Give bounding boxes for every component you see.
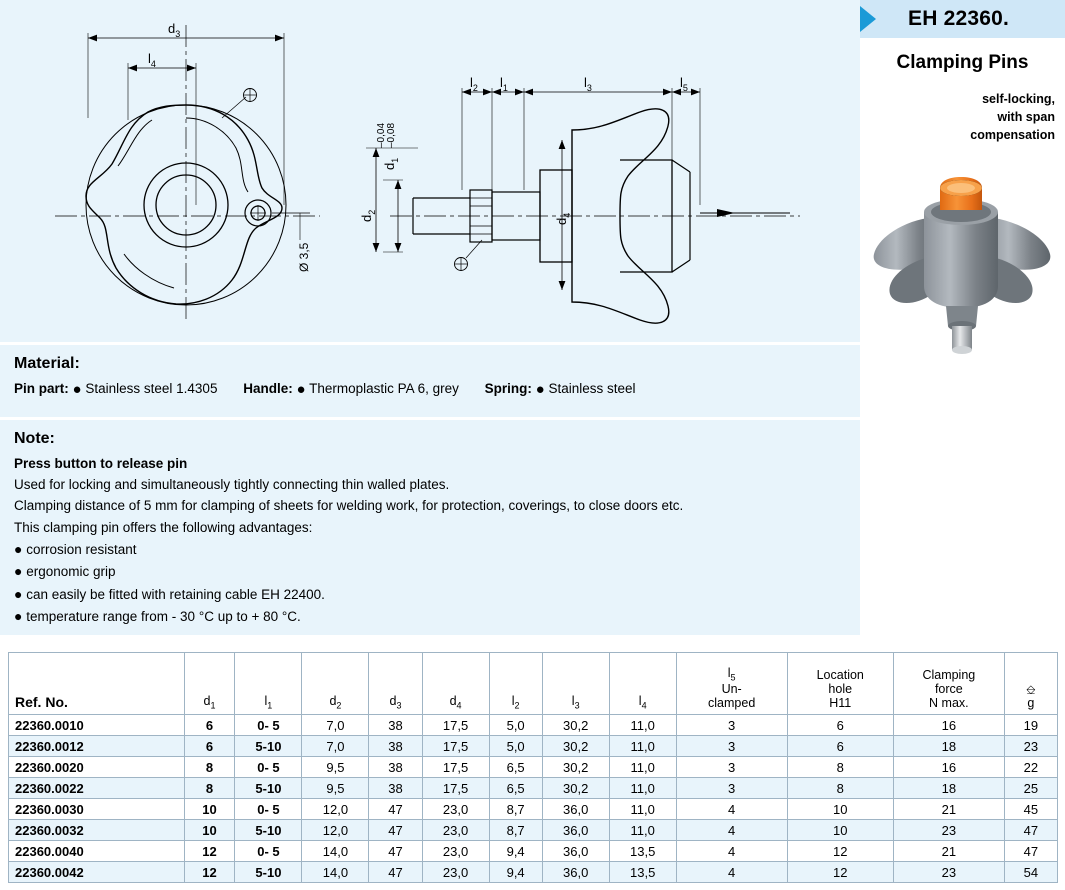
cell-ref: 22360.0042 [9,862,185,883]
cell-l2: 5,0 [489,715,542,736]
arrow-icon [860,6,876,32]
product-photo-wrap [860,166,1065,356]
col-header-d4: $d_4$ [422,653,489,715]
product-title-bar [860,0,1065,38]
cell-ref: 22360.0022 [9,778,185,799]
cell-d1: 8 [184,778,235,799]
col-header-l3: $l_3$ [542,653,609,715]
note-bullet-1-text: corrosion resistant [26,541,137,557]
dim-label-d1-tol-upper: –0,04 [376,122,387,148]
cell-d2: 7,0 [302,736,369,757]
table-row[interactable] [9,841,1058,862]
cell-d2: 9,5 [302,757,369,778]
cell-l1: 0- 5 [235,715,302,736]
cell-l1: 5-10 [235,736,302,757]
note-bullet-3-text: can easily be fitted with retaining cable EH 22400. [26,586,325,602]
cell-l2: 8,7 [489,820,542,841]
col-header-clamp-line3: N max. [929,696,969,710]
cell-l3: 30,2 [542,736,609,757]
cell-l4: 11,0 [609,757,676,778]
cell-d3: 38 [369,736,422,757]
cell-weight: 47 [1004,841,1057,862]
material-heading: Material: [14,355,80,372]
tagline-line-3: compensation [970,128,1055,143]
cell-weight: 23 [1004,736,1057,757]
cell-l3: 30,2 [542,757,609,778]
col-header-clamp-line1: Clamping [922,668,976,682]
cell-l2: 6,5 [489,778,542,799]
dim-label-d4: $d_4$ [554,212,572,225]
table-row[interactable] [9,736,1058,757]
cell-d1: 10 [184,820,235,841]
note-bullet-1 [14,538,846,560]
material-value-handle: Thermoplastic PA 6, grey [309,381,459,396]
table-header-row [9,653,1058,715]
col-header-clamp-line2: force [934,682,963,696]
material-panel [0,345,860,420]
cell-d4: 23,0 [422,862,489,883]
dim-label-l3: $l_3$ [584,75,592,93]
table-row[interactable] [9,820,1058,841]
cell-weight: 47 [1004,820,1057,841]
cell-l3: 36,0 [542,820,609,841]
dim-label-l4: $l_4$ [148,51,156,69]
cell-l1: 5-10 [235,778,302,799]
weight-icon: ⎒ [1026,683,1036,697]
material-items [14,381,846,397]
cell-clamping-force: 23 [893,862,1004,883]
cell-l3: 30,2 [542,778,609,799]
col-header-d1: $d_1$ [184,653,235,715]
cell-l4: 11,0 [609,820,676,841]
note-heading: Note: [14,430,55,447]
cell-d2: 9,5 [302,778,369,799]
dim-label-d3: $d_3$ [168,21,181,39]
cell-location-hole: 6 [787,736,893,757]
material-item-handle [243,381,459,397]
cell-l1: 5-10 [235,862,302,883]
col-header-l1: $l_1$ [235,653,302,715]
cell-d2: 7,0 [302,715,369,736]
material-value-spring: Stainless steel [548,381,636,396]
cell-ref: 22360.0032 [9,820,185,841]
cell-l5: 3 [676,778,787,799]
cell-l5: 3 [676,715,787,736]
col-header-loc-line2: hole [828,682,853,696]
cell-d4: 23,0 [422,841,489,862]
technical-drawing [0,0,860,345]
cell-d2: 12,0 [302,799,369,820]
material-value-pin: Stainless steel 1.4305 [85,381,218,396]
cell-d2: 12,0 [302,820,369,841]
cell-weight: 19 [1004,715,1057,736]
col-header-weight [1004,653,1057,715]
material-item-pin [14,381,217,397]
note-bullet-4-text: temperature range from - 30 °C up to + 80 °C. [26,608,301,624]
cell-clamping-force: 16 [893,715,1004,736]
cell-d4: 17,5 [422,736,489,757]
technical-drawing-panel [0,0,860,345]
note-subheading: Press button to release pin [14,456,188,471]
note-bullet-4 [14,605,846,627]
col-header-loc-line3: H11 [829,696,852,710]
dim-label-l5: $l_5$ [680,75,688,93]
cell-d1: 6 [184,736,235,757]
cell-d3: 47 [369,841,422,862]
cell-ref: 22360.0010 [9,715,185,736]
cell-l4: 11,0 [609,778,676,799]
cell-d1: 10 [184,799,235,820]
cell-d1: 8 [184,757,235,778]
dim-label-d1: $d_1$ [382,157,400,170]
cell-d3: 38 [369,757,422,778]
cell-d4: 17,5 [422,715,489,736]
cell-l2: 5,0 [489,736,542,757]
note-line-3: This clamping pin offers the following advantages: [14,519,313,535]
cell-l1: 0- 5 [235,799,302,820]
cell-l4: 11,0 [609,715,676,736]
dim-label-d2: $d_2$ [359,209,377,222]
col-header-ref: Ref. No. [9,653,185,715]
cell-l2: 8,7 [489,799,542,820]
cell-clamping-force: 21 [893,841,1004,862]
specification-table [8,652,1058,883]
note-line-1: Used for locking and simultaneously tightly connecting thin walled plates. [14,477,450,492]
table-row[interactable] [9,778,1058,799]
material-label-handle: Handle: [243,381,293,396]
cell-l3: 36,0 [542,862,609,883]
cell-location-hole: 12 [787,862,893,883]
cell-l3: 30,2 [542,715,609,736]
col-header-weight-unit: g [1027,696,1035,710]
cell-d3: 47 [369,820,422,841]
cell-l5: 4 [676,820,787,841]
cell-l3: 36,0 [542,841,609,862]
cell-ref: 22360.0030 [9,799,185,820]
cell-l4: 11,0 [609,736,676,757]
cell-l5: 3 [676,757,787,778]
material-item-spring [485,381,636,397]
cell-clamping-force: 23 [893,820,1004,841]
cell-l1: 0- 5 [235,757,302,778]
table-row[interactable] [9,799,1058,820]
col-header-l5-line3: clamped [708,696,756,710]
cell-d4: 23,0 [422,799,489,820]
cell-l2: 6,5 [489,757,542,778]
col-header-loc-line1: Location [816,668,864,682]
table-body [9,715,1058,883]
bullet-icon: ● [14,540,23,557]
bullet-icon: ● [296,381,306,398]
cell-location-hole: 10 [787,820,893,841]
cell-ref: 22360.0020 [9,757,185,778]
cell-l5: 4 [676,862,787,883]
note-bullet-2-text: ergonomic grip [26,564,116,580]
cell-l5: 4 [676,841,787,862]
cell-weight: 54 [1004,862,1057,883]
cell-d3: 38 [369,778,422,799]
cell-d1: 12 [184,841,235,862]
table-row[interactable] [9,862,1058,883]
cell-l2: 9,4 [489,862,542,883]
cell-l1: 0- 5 [235,841,302,862]
col-header-d2: $d_2$ [302,653,369,715]
cell-l4: 13,5 [609,841,676,862]
cell-weight: 45 [1004,799,1057,820]
cell-location-hole: 8 [787,778,893,799]
cell-l4: 11,0 [609,799,676,820]
cell-weight: 25 [1004,778,1057,799]
col-header-l5: $l_5$ Un- clamped [676,653,787,715]
product-code: EH 22360. [908,7,1010,30]
bullet-icon: ● [72,381,82,398]
note-bullet-2 [14,560,846,582]
cell-l5: 3 [676,736,787,757]
cell-d2: 14,0 [302,862,369,883]
cell-d3: 47 [369,862,422,883]
product-tagline [860,90,1065,144]
tagline-line-1: self-locking, [982,92,1055,106]
note-panel [0,420,860,635]
cell-d3: 38 [369,715,422,736]
dim-label-l1: $l_1$ [500,75,508,93]
product-photo [868,166,1058,356]
cell-d1: 6 [184,715,235,736]
cell-weight: 22 [1004,757,1057,778]
cell-clamping-force: 18 [893,736,1004,757]
material-label-pin: Pin part: [14,381,69,396]
note-line-2: Clamping distance of 5 mm for clamping of sheets for welding work, for protection, coverings, to close doors etc. [14,498,684,514]
cell-location-hole: 12 [787,841,893,862]
col-header-l2: $l_2$ [489,653,542,715]
cell-l1: 5-10 [235,820,302,841]
dim-label-dia35: Ø 3,5 [297,242,311,272]
specification-table-wrap [8,652,1058,883]
col-header-clamping-force [893,653,1004,715]
bullet-icon: ● [14,585,23,602]
cell-l4: 13,5 [609,862,676,883]
table-row[interactable] [9,757,1058,778]
col-header-location-hole [787,653,893,715]
cell-d4: 17,5 [422,757,489,778]
material-label-spring: Spring: [484,381,532,396]
cell-d1: 12 [184,862,235,883]
note-bullet-3 [14,583,846,605]
tagline-line-2: with span [997,110,1055,125]
cell-ref: 22360.0040 [9,841,185,862]
col-header-d3: $d_3$ [369,653,422,715]
cell-location-hole: 8 [787,757,893,778]
col-header-l4: $l_4$ [609,653,676,715]
cell-d4: 23,0 [422,820,489,841]
cell-clamping-force: 16 [893,757,1004,778]
cell-location-hole: 6 [787,715,893,736]
col-header-l5-line2: Un- [721,682,742,696]
cell-ref: 22360.0012 [9,736,185,757]
cell-clamping-force: 21 [893,799,1004,820]
cell-l2: 9,4 [489,841,542,862]
bullet-icon: ● [14,563,23,580]
cell-location-hole: 10 [787,799,893,820]
bullet-icon: ● [14,607,23,624]
dim-label-l2: $l_2$ [470,75,478,93]
product-title: Clamping Pins [896,52,1029,73]
cell-clamping-force: 18 [893,778,1004,799]
cell-d2: 14,0 [302,841,369,862]
cell-l3: 36,0 [542,799,609,820]
cell-d3: 47 [369,799,422,820]
dim-label-d1-tol-lower: –0,08 [386,122,397,148]
table-row[interactable] [9,715,1058,736]
cell-d4: 17,5 [422,778,489,799]
cell-l5: 4 [676,799,787,820]
bullet-icon: ● [535,381,545,398]
